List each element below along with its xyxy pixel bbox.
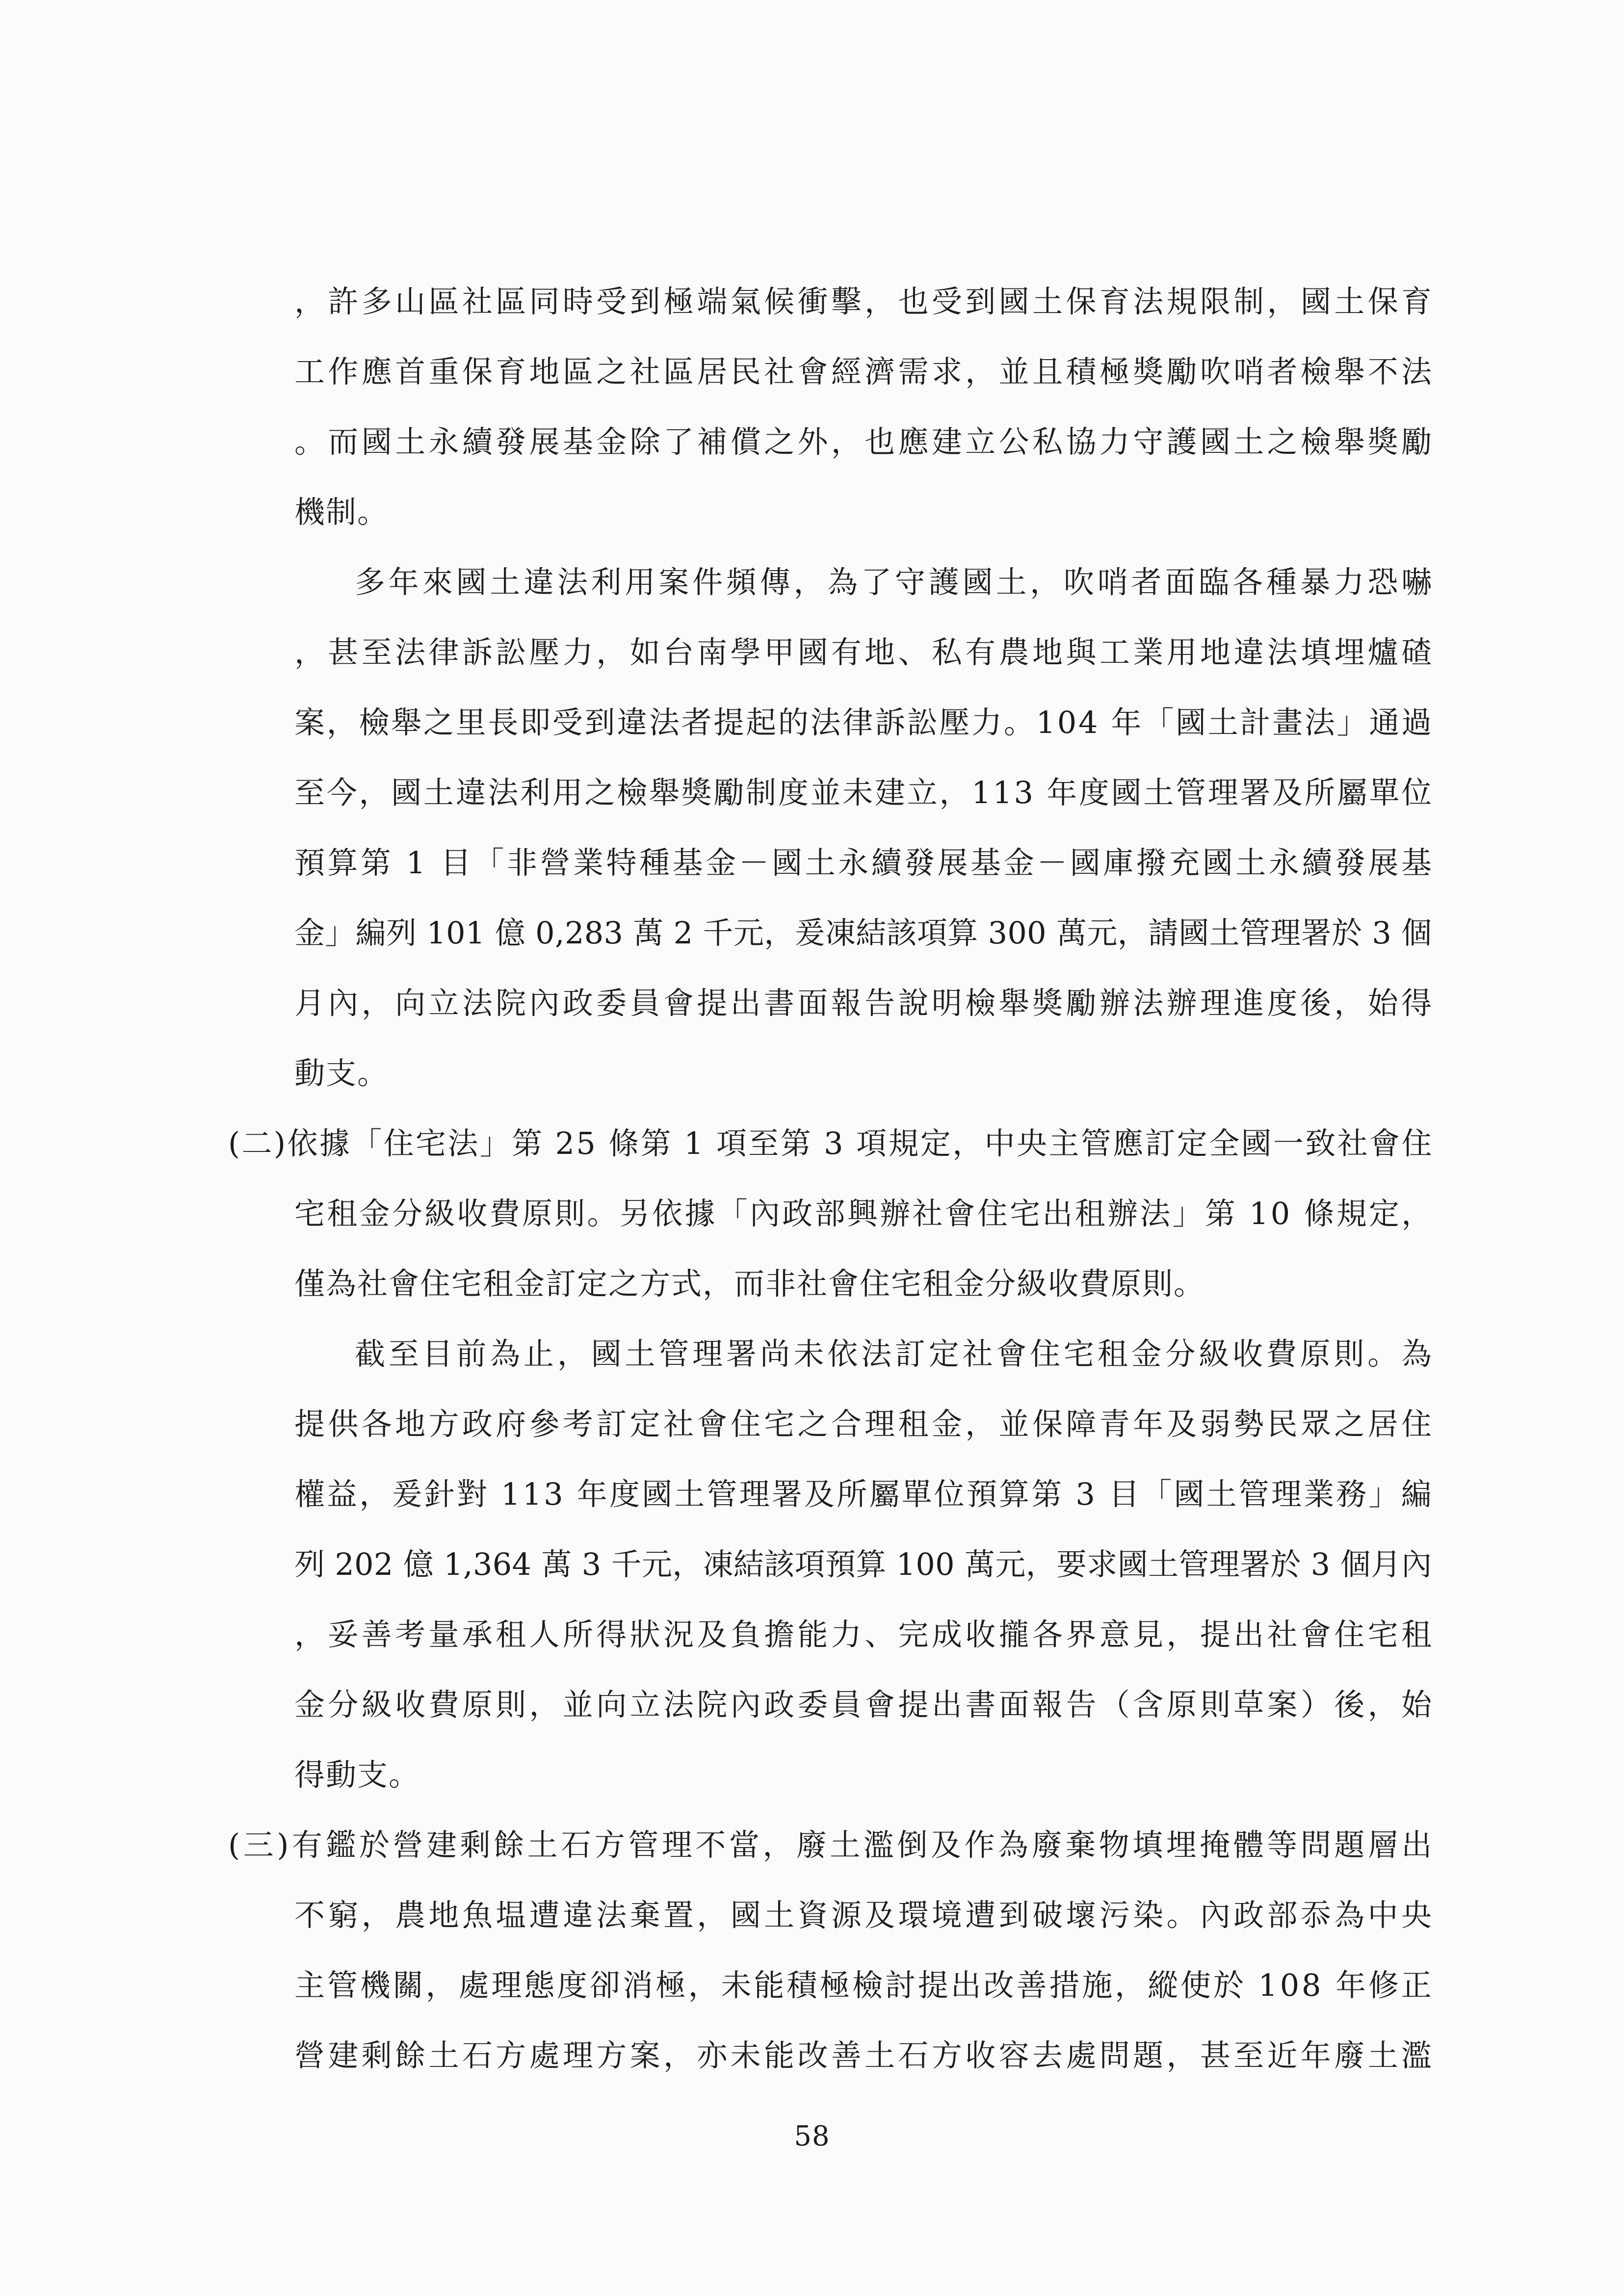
paragraph-line: 動支。 (294, 1055, 389, 1091)
paragraph-line: 截至目前為止，國土管理署尚未依法訂定社會住宅租金分級收費原則。為 (355, 1336, 1435, 1372)
paragraph-line: 僅為社會住宅租金訂定之方式，而非社會住宅租金分級收費原則。 (294, 1266, 1205, 1302)
paragraph-line: 權益，爰針對 113 年度國土管理署及所屬單位預算第 3 目「國土管理業務」編 (294, 1476, 1434, 1512)
paragraph-line: ，甚至法律訴訟壓力，如台南學甲國有地、私有農地與工業用地違法填埋爐碴 (294, 634, 1435, 670)
page-number: 58 (794, 2120, 830, 2152)
paragraph-line: 至今，國土違法利用之檢舉獎勵制度並未建立，113 年度國土管理署及所屬單位 (294, 775, 1434, 810)
paragraph-line: 月內，向立法院內政委員會提出書面報告說明檢舉獎勵辦法辦理進度後，始得 (294, 985, 1435, 1021)
paragraph-line: ，許多山區社區同時受到極端氣候衝擊，也受到國土保育法規限制，國土保育 (294, 284, 1435, 319)
paragraph-line: 多年來國土違法利用案件頻傳，為了守護國土，吹哨者面臨各種暴力恐嚇 (355, 564, 1435, 600)
paragraph-line: 。而國土永續發展基金除了補償之外，也應建立公私協力守護國土之檢舉獎勵 (294, 424, 1435, 460)
paragraph-line: 提供各地方政府參考訂定社會住宅之合理租金，並保障青年及弱勢民眾之居住 (294, 1406, 1435, 1442)
paragraph-line: 預算第 1 目「非營業特種基金－國土永續發展基金－國庫撥充國土永續發展基 (294, 845, 1435, 881)
paragraph-line: (二)依據「住宅法」第 25 條第 1 項至第 3 項規定，中央主管應訂定全國一致社會住 (228, 1125, 1434, 1161)
paragraph-line: 金」編列 101 億 0,283 萬 2 千元，爰凍結該項算 300 萬元，請國土管理署於 3 個 (294, 915, 1432, 951)
paragraph-line: 主管機關，處理態度卻消極，未能積極檢討提出改善措施，縱使於 108 年修正 (294, 1967, 1434, 2003)
paragraph-line: ，妥善考量承租人所得狀況及負擔能力、完成收攏各界意見，提出社會住宅租 (294, 1617, 1435, 1652)
paragraph-line: 金分級收費原則，並向立法院內政委員會提出書面報告（含原則草案）後，始 (294, 1687, 1435, 1722)
paragraph-line: 營建剩餘土石方處理方案，亦未能改善土石方收容去處問題，甚至近年廢土濫 (294, 2037, 1435, 2073)
paragraph-line: 宅租金分級收費原則。另依據「內政部興辦社會住宅出租辦法」第 10 條規定， (294, 1196, 1434, 1231)
paragraph-line: 機制。 (294, 494, 389, 530)
paragraph-line: 工作應首重保育地區之社區居民社會經濟需求，並且積極獎勵吹哨者檢舉不法 (294, 354, 1435, 390)
paragraph-line: 不窮，農地魚塭遭違法棄置，國土資源及環境遭到破壞污染。內政部忝為中央 (294, 1897, 1435, 1933)
paragraph-line: 案，檢舉之里長即受到違法者提起的法律訴訟壓力。104 年「國土計畫法」通過 (294, 704, 1434, 740)
paragraph-line: 列 202 億 1,364 萬 3 千元，凍結該項預算 100 萬元，要求國土管理署於 3 個月內 (294, 1546, 1432, 1582)
paragraph-line: 得動支。 (294, 1757, 420, 1793)
paragraph-line: (三)有鑑於營建剩餘土石方管理不當，廢土濫倒及作為廢棄物填埋掩體等問題層出 (228, 1827, 1435, 1863)
